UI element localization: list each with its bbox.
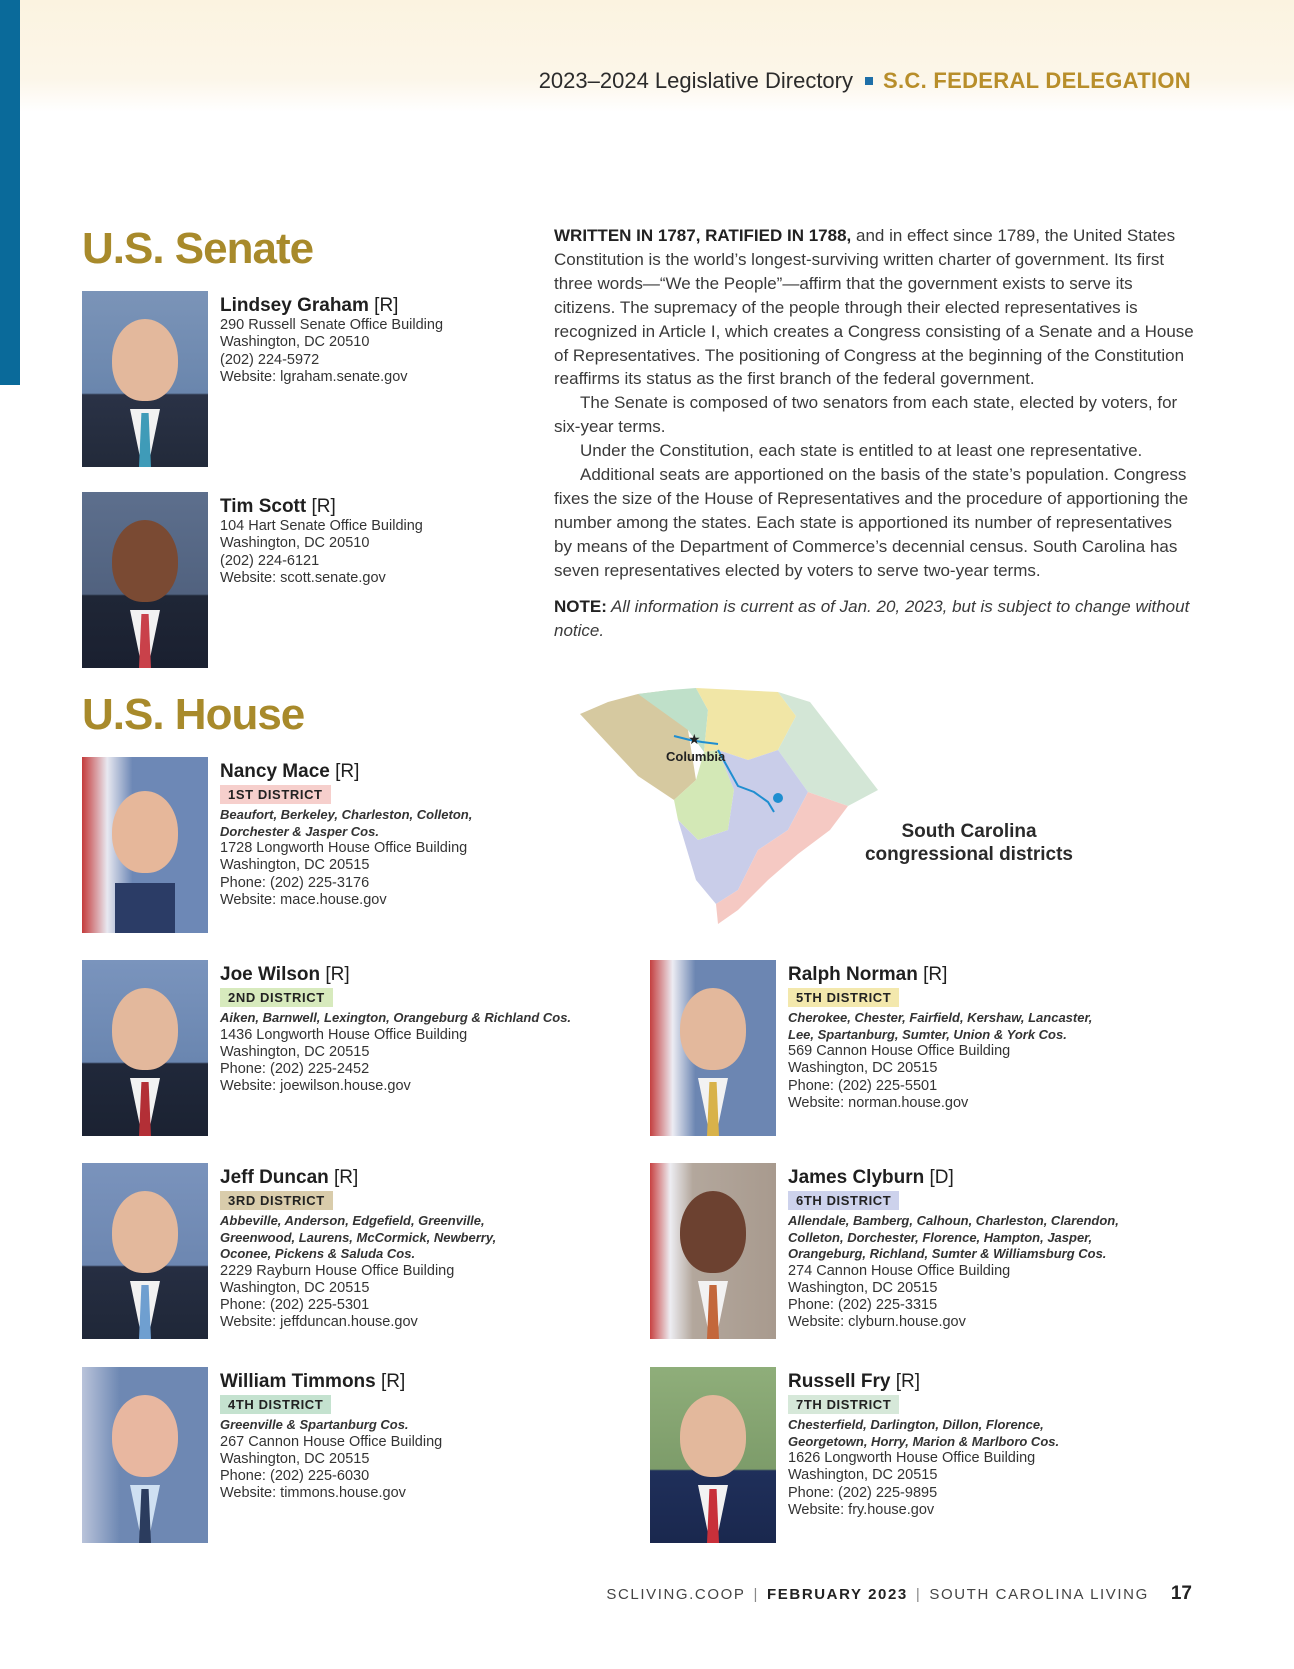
member-name: Tim Scott [R] xyxy=(220,496,336,517)
member-name: Nancy Mace [R] xyxy=(220,761,360,782)
representative-card xyxy=(650,1163,1170,1341)
portrait-photo xyxy=(82,757,208,933)
phone: Phone: (202) 225-3315 xyxy=(788,1297,938,1314)
website: Website: clyburn.house.gov xyxy=(788,1314,966,1331)
representative-card xyxy=(82,1367,602,1545)
website: Website: fry.house.gov xyxy=(788,1501,935,1518)
counties: Abbeville, Anderson, Edgefield, Greenville, Greenwood, Laurens, McCormick, Newberry, Oconee, Pickens & Saluda Cos. xyxy=(220,1213,497,1261)
phone: Phone: (202) 225-6030 xyxy=(220,1468,370,1485)
representative-card xyxy=(82,757,602,935)
portrait-photo xyxy=(650,960,776,1136)
page-number: 17 xyxy=(1170,1583,1192,1604)
counties: Greenville & Spartanburg Cos. xyxy=(220,1417,409,1432)
member-name: Ralph Norman [R] xyxy=(788,964,948,985)
capital-label: Columbia xyxy=(666,749,726,764)
member-name: William Timmons [R] xyxy=(220,1371,406,1392)
office-address: 1626 Longworth House Office Building xyxy=(788,1450,1036,1466)
phone: Phone: (202) 225-5301 xyxy=(220,1297,370,1314)
senator-card xyxy=(82,291,602,469)
footer-issue: FEBRUARY 2023 xyxy=(767,1586,908,1603)
capital-star-icon: ★ xyxy=(688,732,701,748)
senator-card xyxy=(82,492,602,670)
phone: (202) 224-5972 xyxy=(220,351,320,368)
city-line: Washington, DC 20515 xyxy=(220,857,370,874)
website: Website: jeffduncan.house.gov xyxy=(220,1314,418,1331)
city-line: Washington, DC 20515 xyxy=(220,1279,370,1296)
office-address: 274 Cannon House Office Building xyxy=(788,1262,1011,1279)
office-address: 569 Cannon House Office Building xyxy=(788,1043,1011,1059)
counties: Cherokee, Chester, Fairfield, Kershaw, Lancaster, Lee, Spartanburg, Sumter, Union & York Cos. xyxy=(788,1010,1093,1042)
running-header xyxy=(539,68,1191,94)
member-name: Joe Wilson [R] xyxy=(220,964,350,985)
district-badge: 1ST DISTRICT xyxy=(220,785,331,804)
city-line: Washington, DC 20515 xyxy=(788,1279,938,1296)
section-name: S.C. FEDERAL DELEGATION xyxy=(883,68,1191,93)
counties: Aiken, Barnwell, Lexington, Orangeburg & Richland Cos. xyxy=(220,1010,572,1025)
district-badge: 5TH DISTRICT xyxy=(788,988,899,1007)
phone: Phone: (202) 225-2452 xyxy=(220,1061,370,1078)
district-badge: 7TH DISTRICT xyxy=(788,1395,899,1414)
website: Website: lgraham.senate.gov xyxy=(220,368,408,385)
intro-paragraph-3: Under the Constitution, each state is entitled to at least one representative. xyxy=(580,441,1143,461)
office-address: 1436 Longworth House Office Building xyxy=(220,1026,468,1043)
district-badge: 3RD DISTRICT xyxy=(220,1191,333,1210)
portrait-photo xyxy=(650,1163,776,1339)
lake-marker xyxy=(773,793,783,803)
city-line: Washington, DC 20510 xyxy=(220,535,370,552)
member-name: Lindsey Graham [R] xyxy=(220,295,399,316)
office-address: 2229 Rayburn House Office Building xyxy=(220,1262,455,1279)
website: Website: timmons.house.gov xyxy=(220,1485,406,1502)
phone: Phone: (202) 225-3176 xyxy=(220,874,370,891)
phone: Phone: (202) 225-5501 xyxy=(788,1077,938,1094)
counties: Allendale, Bamberg, Calhoun, Charleston, Clarendon, Colleton, Dorchester, Florence, Hampton, Jasper, Orangeburg, Richland, Sumter & Williamsburg Cos. xyxy=(788,1213,1119,1261)
representative-card xyxy=(82,960,602,1138)
senate-heading: U.S. Senate xyxy=(82,224,314,273)
city-line: Washington, DC 20510 xyxy=(220,334,370,351)
footer-site: SCLIVING.COOP xyxy=(606,1586,746,1603)
office-address: 104 Hart Senate Office Building xyxy=(220,518,423,534)
counties: Beaufort, Berkeley, Charleston, Colleton, Dorchester & Jasper Cos. xyxy=(220,807,473,839)
left-accent-bar xyxy=(0,0,20,385)
square-bullet-icon xyxy=(865,77,873,85)
portrait-photo xyxy=(82,492,208,668)
note-paragraph: NOTE: All information is current as of Jan. 20, 2023, but is subject to change without notice. xyxy=(554,596,1190,640)
website: Website: scott.senate.gov xyxy=(220,569,386,586)
district-map xyxy=(578,680,908,940)
portrait-photo xyxy=(82,291,208,467)
office-address: 267 Cannon House Office Building xyxy=(220,1433,443,1450)
district-badge: 2ND DISTRICT xyxy=(220,988,333,1007)
office-address: 1728 Longworth House Office Building xyxy=(220,840,468,856)
portrait-photo xyxy=(82,1367,208,1543)
member-name: James Clyburn [D] xyxy=(788,1167,954,1188)
intro-paragraph-4: Additional seats are apportioned on the basis of the state’s population. Congress fixes the size of the House of Representatives and the procedure of apportioning the number among the states. Each state is apportioned its number of representatives by means of the Department of Commerce’s decennial census. South Carolina has seven representatives elected by voters to serve two-year terms. xyxy=(554,465,1189,580)
website: Website: joewilson.house.gov xyxy=(220,1078,411,1095)
intro-paragraph-1: WRITTEN IN 1787, RATIFIED IN 1788, and in effect since 1789, the United States Constitution is the world’s longest-surviving written charter of government. Its first three words—“We the People”—affirm that the government exists to serve its citizens. The supremacy of the people through their elected representatives is recognized in Article I, which creates a Congress consisting of a Senate and a House of Representatives. The positioning of Congress at the beginning of the Constitution reaffirms its status as the first branch of the federal government. xyxy=(554,226,1194,389)
sc-map-svg xyxy=(578,680,908,940)
website: Website: mace.house.gov xyxy=(220,891,387,908)
representative-card xyxy=(650,1367,1170,1545)
district-badge: 4TH DISTRICT xyxy=(220,1395,331,1414)
portrait-photo xyxy=(650,1367,776,1543)
city-line: Washington, DC 20515 xyxy=(220,1043,370,1060)
portrait-photo xyxy=(82,960,208,1136)
intro-text xyxy=(554,224,1194,642)
district-badge: 6TH DISTRICT xyxy=(788,1191,899,1210)
footer-publication: SOUTH CAROLINA LIVING xyxy=(929,1586,1149,1603)
city-line: Washington, DC 20515 xyxy=(220,1450,370,1467)
phone: (202) 224-6121 xyxy=(220,552,320,569)
phone: Phone: (202) 225-9895 xyxy=(788,1484,938,1501)
representative-card xyxy=(82,1163,602,1341)
office-address: 290 Russell Senate Office Building xyxy=(220,317,444,333)
house-heading: U.S. House xyxy=(82,690,305,739)
member-name: Russell Fry [R] xyxy=(788,1371,920,1392)
representative-card xyxy=(650,960,1170,1138)
directory-title: 2023–2024 Legislative Directory xyxy=(538,68,853,93)
city-line: Washington, DC 20515 xyxy=(788,1060,938,1077)
page-footer: SCLIVING.COOP | FEBRUARY 2023 | SOUTH CAROLINA LIVING 17 xyxy=(606,1583,1192,1604)
city-line: Washington, DC 20515 xyxy=(788,1467,938,1484)
portrait-photo xyxy=(82,1163,208,1339)
header-band xyxy=(0,0,1294,112)
website: Website: norman.house.gov xyxy=(788,1094,969,1111)
member-name: Jeff Duncan [R] xyxy=(220,1167,359,1188)
intro-paragraph-2: The Senate is composed of two senators from each state, elected by voters, for six-year terms. xyxy=(554,393,1178,437)
map-caption: South Carolina congressional districts xyxy=(864,821,1073,865)
counties: Chesterfield, Darlington, Dillon, Florence, Georgetown, Horry, Marion & Marlboro Cos. xyxy=(788,1417,1060,1449)
